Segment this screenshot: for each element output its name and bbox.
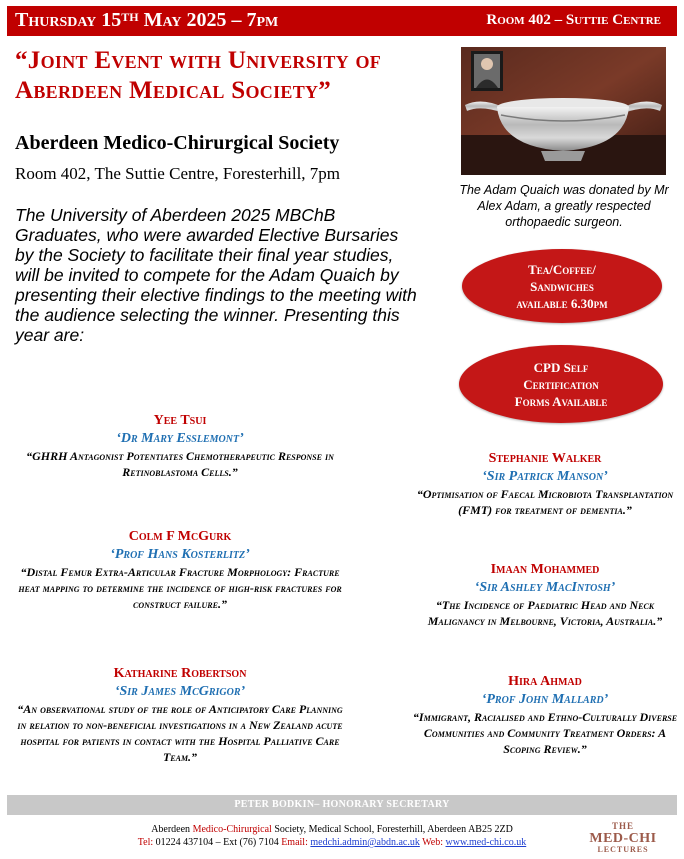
med-chi-logo: THE MED-CHI LECTURES (589, 821, 657, 854)
refreshments-badge (462, 249, 662, 323)
event-title: “Joint Event with University of Aberdeen Medical Society” (15, 47, 382, 104)
refreshments-line: Tea/Coffee/ (528, 261, 596, 277)
presenter-entry (410, 561, 680, 629)
footer-contact: Tel: 01224 437104 – Ext (76) 7104 Email: medchi.admin@abdn.ac.uk Web: www.med-chi.co.uk (137, 837, 527, 848)
cpd-badge (459, 345, 663, 423)
talk-title: “The Incidence of Paediatric Head and Neck Malignancy in Melbourne, Victoria, Australia.” (427, 598, 663, 628)
presenter-name: Imaan Mohammed (490, 562, 600, 577)
refreshments-line: Sandwiches (530, 278, 594, 294)
bursary-award: ‘Sir Ashley MacIntosh’ (474, 580, 616, 595)
presenter-name: Katharine Robertson (113, 666, 247, 681)
event-location: Room 402, The Suttie Centre, Foresterhill, 7pm (15, 164, 341, 183)
event-intro: The University of Aberdeen 2025 MBChB Graduates, who were awarded Elective Bursaries by the Society to facilitate their final year studies, will be invited to compete for the Adam Quaich by presenting their elective findings to the meeting with the audience selecting the winner. Presenting this year are: (15, 205, 417, 345)
talk-title: “Immigrant, Racialised and Ethno-Culturally Diverse Communities and Community Treatment Orders: A Scoping Review.” (412, 710, 678, 756)
cpd-line: Certification (523, 376, 599, 392)
talk-title: “Distal Femur Extra-Articular Fracture Morphology: Fracture heat mapping to determine the incidence of high-risk fractures for construct failure.” (18, 565, 342, 611)
event-room: Room 402 – Suttie Centre (486, 12, 661, 28)
cpd-line: CPD Self (533, 359, 589, 375)
bursary-award: ‘Sir Patrick Manson’ (482, 469, 608, 484)
presenter-entry (15, 528, 345, 612)
secretary-bar: PETER BODKIN– HONORARY SECRETARY (7, 795, 677, 815)
presenter-entry (410, 450, 680, 518)
presenter-name: Stephanie Walker (488, 451, 602, 466)
presenter-entry (410, 673, 680, 757)
website-link[interactable]: www.med-chi.co.uk (445, 837, 527, 848)
bursary-award: ‘Sir James McGrigor’ (114, 684, 246, 699)
footer-address: Aberdeen Medico-Chirurgical Society, Medical School, Foresterhill, Aberdeen AB25 2ZD (151, 824, 513, 835)
talk-title: “An observational study of the role of Anticipatory Care Planning in relation to non-beneficial investigations in a New Zealand acute hospital for patients in contact with the Hospital Palliative Care Team.” (17, 702, 343, 764)
society-name: Aberdeen Medico-Chirurgical Society (15, 132, 340, 154)
refreshments-line: available 6.30pm (516, 295, 608, 311)
phone-number: 01224 437104 – Ext (76) 7104 (153, 837, 282, 848)
presenter-entry (15, 665, 345, 765)
event-date: Thursday 15TH May 2025 – 7pm (15, 9, 279, 31)
talk-title: “Optimisation of Faecal Microbiota Transplantation (FMT) for treatment of dementia.” (416, 487, 674, 517)
header-banner (7, 6, 677, 36)
photo-caption: The Adam Quaich was donated by Mr Alex Adam, a greatly respected orthopaedic surgeon. (459, 183, 669, 229)
presenter-name: Hira Ahmad (508, 674, 582, 689)
bursary-award: ‘Dr Mary Esslemont’ (116, 431, 244, 446)
cpd-line: Forms Available (514, 393, 608, 409)
presenter-name: Colm F McGurk (128, 529, 232, 544)
bursary-award: ‘Prof Hans Kosterlitz’ (110, 547, 250, 562)
quaich-photo (461, 47, 666, 175)
email-link[interactable]: medchi.admin@abdn.ac.uk (310, 837, 420, 848)
bursary-award: ‘Prof John Mallard’ (481, 692, 609, 707)
presenter-entry (15, 412, 345, 480)
talk-title: “GHRH Antagonist Potentiates Chemotherapeutic Response in Retinoblastoma Cells.” (26, 449, 334, 479)
presenter-name: Yee Tsui (153, 413, 207, 428)
